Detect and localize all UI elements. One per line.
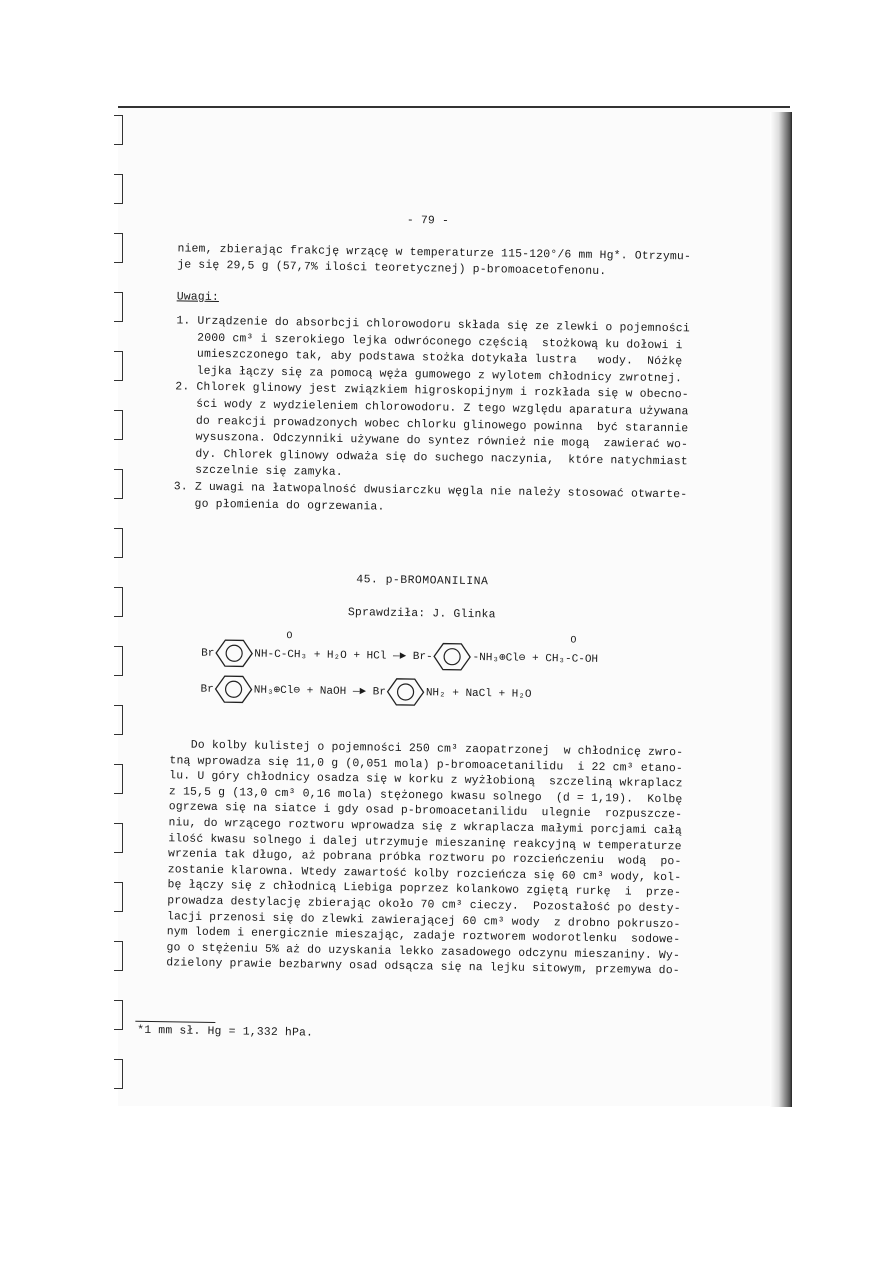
body-line: lacji przenosi się do zlewki zawierającej 60 cm³ wody z drobno pokruszo- [166,910,681,931]
eq2-right-substituent: Br [372,686,386,699]
binder-mark [114,882,123,912]
page-right-edge-shadow [770,112,792,1107]
page-content [137,0,692,1040]
notes-heading: Uwagi: [176,291,220,304]
equation-2 [200,674,531,709]
page-number: - 79 - [406,214,450,228]
eq1-carbonyl-o: O [286,631,293,643]
benzene-ring-icon [432,641,472,672]
eq1-left-group: NH-C-CH₃ [254,648,308,662]
note-line: lejka łączy się za pomocą węża gumowego z wylotem chłodnicy zwrotnej. [175,365,683,386]
eq2-right-group: NH₂ [425,687,446,700]
note-line: ści wody z wydzieleniem chlorowodoru. Z tego względu aparatura używana [174,398,689,419]
note-line: 1. Urządzenie do absorbcji chlorowodoru składa się ze zlewki o pojemności [176,315,690,336]
eq1-byproduct: + CH₃-C-OH [531,652,599,666]
note-line: umieszczonego tak, aby podstawa stożka dotykała lustra wody. Nóżkę [175,348,683,369]
binder-mark [114,528,123,558]
eq2-byproduct: + NaCl + H₂O [452,687,532,701]
note-line: 2. Chlorek glinowy jest związkiem higroskopijnym i rozkłada się w obecno- [175,381,689,402]
eq1-reagents: + H₂O + HCl [313,649,387,663]
eq2-reagents: + NaOH [306,685,347,698]
binder-mark [114,705,123,735]
eq1-arrow: —► [392,650,407,663]
equation-1 [201,631,599,674]
binder-mark [114,469,123,499]
note-line: go płomienia do ogrzewania. [173,497,385,514]
binder-mark [114,233,123,263]
body-line: tną wprowadza się 11,0 g (0,051 mola) p-bromoacetanilidu i 22 cm³ etano- [169,754,684,775]
note-line: 2000 cm³ i szerokiego lejka odwróconego częścią stożkową ku dołowi i [176,331,683,352]
body-line: z 15,5 g (13,0 cm³ 0,16 mola) stężonego kwasu solnego (d = 1,19). Kolbę [168,786,683,807]
eq1-right-group: -NH₃⊕Cl⊖ [472,651,526,665]
binder-mark [114,764,123,794]
binder-mark [114,410,123,440]
body-line: wrzenia tak długo, aż pobrana próbka roztworu po rozcieńczeniu wodą po- [167,848,682,869]
body-line: go o stężeniu 5% aż do uzyskania lekko zasadowego odczynu mieszaniny. Wy- [166,942,681,963]
body-line: nym lodem i energicznie mieszając, zadaje roztworem wodorotlenku sodowe- [166,926,681,947]
binder-mark [114,351,123,381]
note-line: dy. Chlorek glinowy odważa się do suchego naczynia, które natychmiast [174,448,688,469]
binder-mark [114,1059,123,1089]
body-line: prowadza destylację zbierając około 70 cm³ cieczy. Pozostałość po desty- [167,895,681,916]
text-line: je się 29,5 g (57,7% ilości teoretycznej) p-bromoacetofenonu. [177,258,607,278]
binder-mark [114,115,123,145]
eq1-byproduct-o: O [570,635,577,647]
body-line: dzielony prawie bezbarwny osad odsącza się na lejku sitowym, przemywa do- [166,957,680,978]
body-line: ogrzewa się na siatce i gdy osad p-bromoacetanilidu ulegnie rozpuszcze- [168,801,683,822]
eq2-left-substituent: Br [200,683,214,696]
eq1-left-substituent: Br [201,647,215,660]
body-line: ilość kwasu solnego i dalej utrzymuje mieszaninę reakcyjną w temperaturze [168,832,682,853]
footnote: *1 mm sł. Hg = 1,332 hPa. [137,1024,314,1040]
body-line: zostanie klarowna. Wtedy zawartość kolby rozcieńcza się 60 cm³ wody, kol- [167,864,682,885]
body-line: niu, do wrzącego roztworu wprowadza się z wkraplacza małymi porcjami całą [168,817,683,838]
binder-mark [114,174,123,204]
eq2-left-group: NH₃⊕Cl⊖ [253,684,301,698]
body-line: Do kolby kulistej o pojemności 250 cm³ zaopatrzonej w chłodnicę zwro- [169,739,684,760]
note-line: szczelnie się zamyka. [173,464,343,480]
binder-mark [114,646,123,676]
binder-mark [114,941,123,971]
binder-mark [114,587,123,617]
body-line: bę łączy się z chłodnicą Liebiga poprzez kolankowo zgiętą rurkę i prze- [167,879,682,900]
eq2-arrow: —► [352,686,367,699]
page-top-edge [118,106,790,126]
checked-by: Sprawdziła: J. Glinka [347,607,496,622]
benzene-ring-icon [214,674,254,705]
eq1-right-substituent: Br- [412,650,433,664]
benzene-ring-icon [214,638,254,669]
section-title: 45. p-BROMOANILINA [356,574,489,589]
note-line: do reakcji prowadzonych wobec chlorku glinowego powinna być starannie [174,414,689,435]
binder-mark [114,823,123,853]
text-line: niem, zbierając frakcję wrzącę w temperaturze 115-120°/6 mm Hg*. Otrzymu- [177,243,692,264]
binder-mark [114,1000,123,1030]
body-line: lu. U góry chłodnicy osadza się w korku z wyżłobioną szczeliną wkraplacz [169,770,683,791]
benzene-ring-icon [386,677,426,708]
note-line: 3. Z uwagi na łatwopalność dwusiarczku węgla nie należy stosować otwarte- [173,481,688,502]
note-line: wysuszona. Odczynniki używane do syntez również nie mogą zawierać wo- [174,431,689,452]
binder-mark [114,292,123,322]
